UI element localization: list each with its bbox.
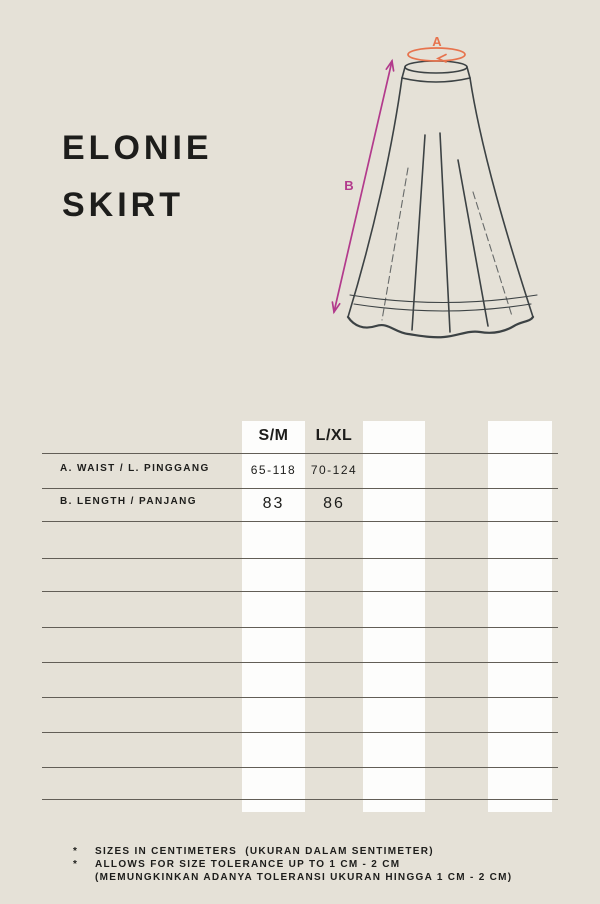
footnote-text: SIZES IN CENTIMETERS (UKURAN DALAM SENTIMETER) — [95, 846, 434, 857]
page-title — [62, 120, 213, 234]
hem-band-bottom — [354, 304, 531, 311]
skirt-outline — [348, 61, 537, 337]
table-rule — [42, 799, 558, 800]
table-rule — [42, 521, 558, 522]
hem-band-top — [350, 295, 537, 303]
table-column-stripe — [242, 421, 305, 812]
table-column-stripe — [488, 421, 552, 812]
size-value: 70-124 — [310, 462, 358, 477]
table-rule — [42, 627, 558, 628]
table-rule — [42, 453, 558, 454]
waistband-opening — [405, 61, 467, 73]
waist-measure-icon — [408, 48, 465, 62]
size-value: 83 — [262, 494, 285, 512]
left-seam — [348, 78, 402, 317]
waistband-bottom — [402, 78, 470, 82]
column-header: L/XL — [315, 427, 353, 444]
table-rule — [42, 767, 558, 768]
page-title-line1: ELONIE — [62, 129, 213, 167]
footnote-marker: * — [73, 859, 79, 870]
table-rule — [42, 591, 558, 592]
table-rule — [42, 488, 558, 489]
footnote-row — [73, 845, 573, 858]
footnote-text: (MEMUNGKINKAN ADANYA TOLERANSI UKURAN HINGGA 1 CM - 2 CM) — [95, 872, 513, 883]
table-rule — [42, 662, 558, 663]
skirt-illustration — [328, 20, 568, 350]
size-table — [42, 421, 558, 812]
table-rule — [42, 697, 558, 698]
footnote-row — [73, 871, 573, 884]
size-value: 86 — [323, 494, 345, 512]
row-label: B. LENGTH / PANJANG — [60, 496, 197, 507]
footnote-row — [73, 858, 573, 871]
size-value: 65-118 — [250, 462, 297, 477]
row-label: A. WAIST / L. PINGGANG — [60, 463, 210, 474]
table-rule — [42, 732, 558, 733]
table-rule — [42, 558, 558, 559]
footnote-marker: * — [73, 846, 79, 857]
column-header: S/M — [258, 427, 289, 444]
skirt-measurement-diagram — [328, 20, 568, 350]
footnote-marker — [73, 871, 95, 884]
wavy-hem — [348, 317, 533, 337]
measure-label-b: B — [344, 178, 354, 193]
footnote-text: ALLOWS FOR SIZE TOLERANCE UP TO 1 CM - 2 CM — [95, 859, 401, 870]
page-title-line2: SKIRT — [62, 186, 184, 224]
table-column-stripe — [363, 421, 425, 812]
footnotes — [73, 845, 573, 884]
length-measure-icon — [332, 61, 393, 312]
measure-label-a: A — [432, 34, 442, 49]
